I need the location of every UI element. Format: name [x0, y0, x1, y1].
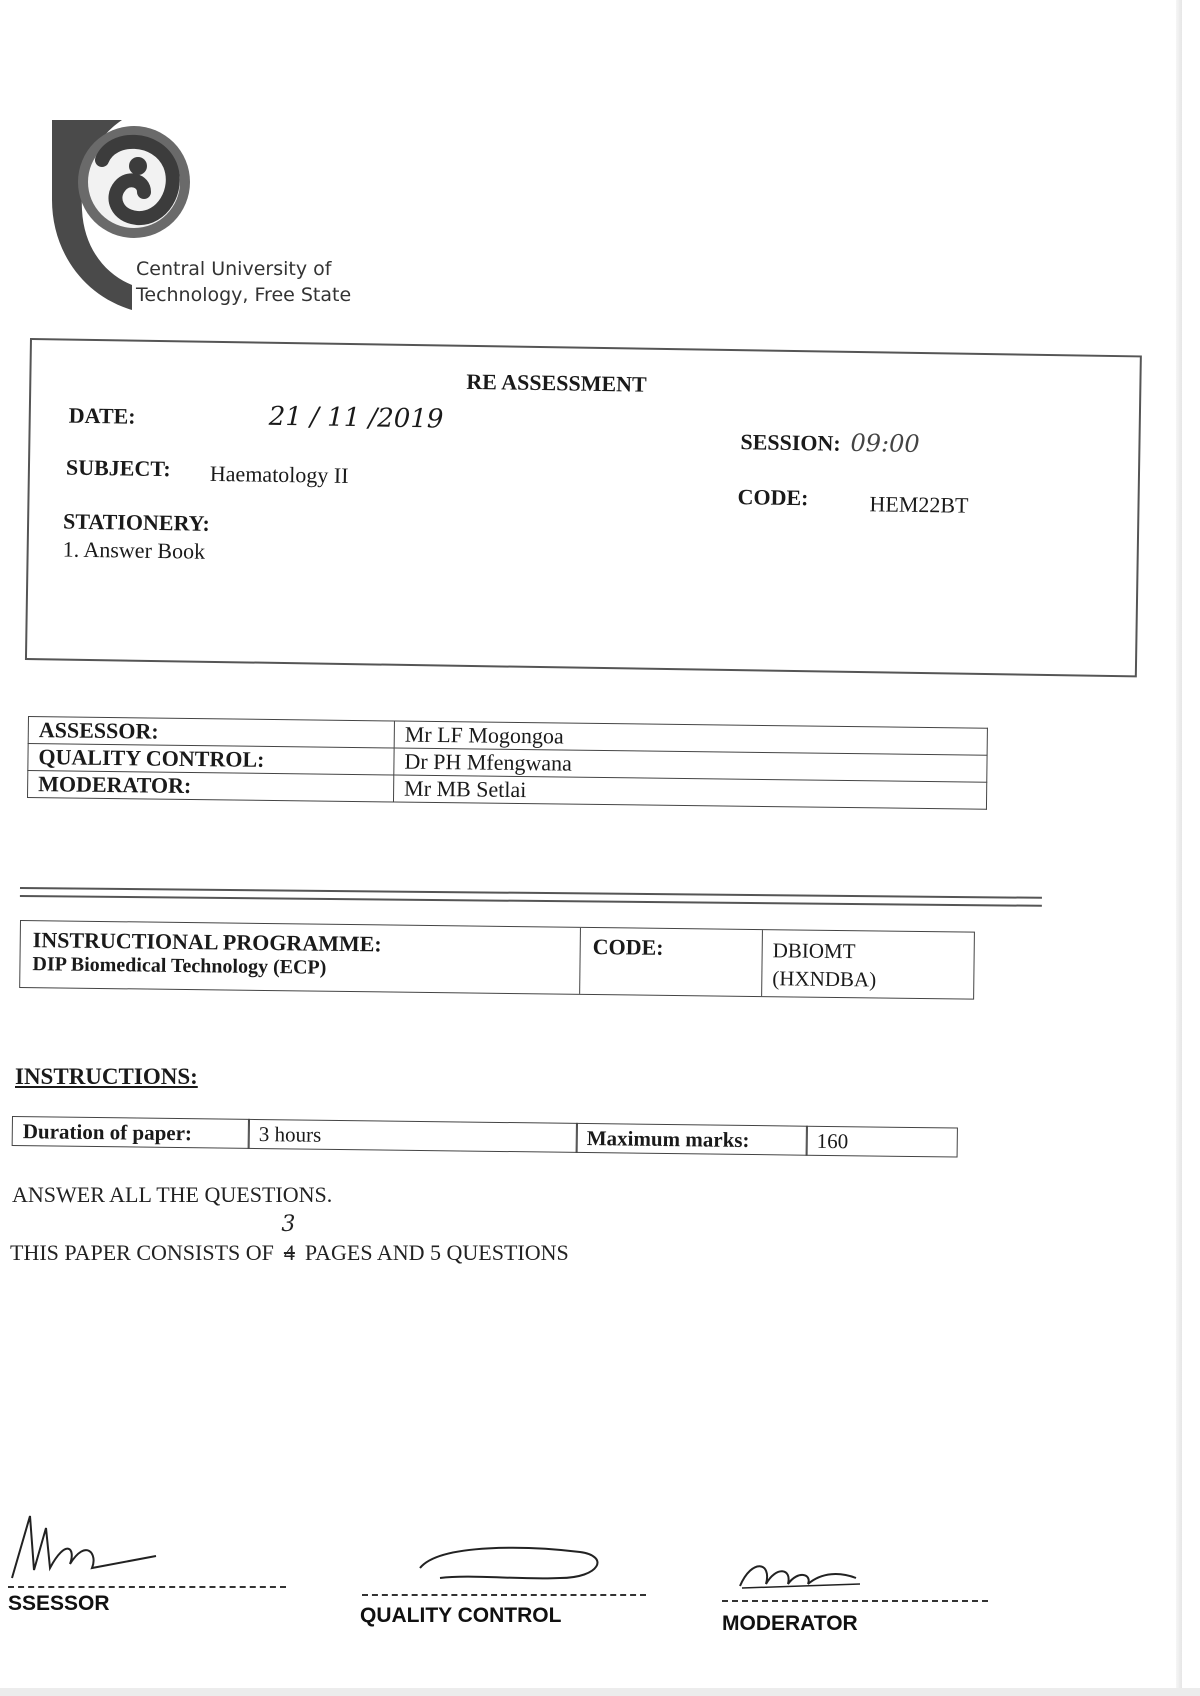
subject-value: Haematology II — [209, 460, 349, 489]
page-count-struck: 4 — [283, 1240, 295, 1265]
moderator-signature-line — [722, 1600, 988, 1602]
programme-code-label: CODE: — [592, 933, 664, 960]
institution-name-line1: Central University of — [136, 258, 332, 280]
date-label: DATE: — [68, 402, 136, 429]
page-count-correction — [279, 1212, 299, 1266]
moderator-label: MODERATOR — [722, 1612, 858, 1635]
instruction-line-2-suffix: PAGES AND 5 QUESTIONS — [304, 1240, 569, 1265]
staff-role: QUALITY CONTROL: — [28, 744, 394, 775]
session-value: 09:00 — [850, 428, 920, 458]
staff-table — [27, 716, 988, 810]
duration-label: Duration of paper: — [12, 1116, 250, 1149]
programme-cell — [20, 921, 581, 994]
staff-role: ASSESSOR: — [28, 717, 394, 748]
assessor-label: SSESSOR — [8, 1592, 110, 1615]
instruction-line-2-prefix: THIS PAPER CONSISTS OF — [10, 1240, 274, 1265]
date-value: 21 / 11 /2019 — [268, 401, 444, 435]
exam-title: RE ASSESSMENT — [466, 368, 647, 397]
institution-name — [136, 256, 351, 308]
subject-label: SUBJECT: — [65, 454, 171, 482]
instruction-line-2 — [10, 1212, 569, 1266]
stationery-label: STATIONERY: — [62, 508, 211, 536]
programme-code-line2: (HXNDBA) — [772, 966, 877, 992]
quality-control-signature — [410, 1538, 630, 1588]
marks-label: Maximum marks: — [576, 1123, 808, 1156]
instruction-line-1: ANSWER ALL THE QUESTIONS. — [12, 1182, 333, 1207]
programme-name: DIP Biomedical Technology (ECP) — [32, 953, 327, 979]
moderator-signature — [732, 1548, 872, 1598]
duration-value: 3 hours — [248, 1119, 578, 1153]
staff-role: MODERATOR: — [28, 771, 394, 802]
institution-name-line2: Technology, Free State — [136, 284, 352, 306]
assessor-signature-line — [8, 1586, 286, 1588]
programme-code-label-cell — [580, 928, 763, 996]
programme-label: INSTRUCTIONAL PROGRAMME: — [32, 927, 382, 957]
programme-code-cell — [762, 930, 973, 999]
instructions-title: INSTRUCTIONS: — [15, 1064, 198, 1089]
stationery-item: 1. Answer Book — [62, 536, 206, 564]
quality-control-signature-line — [362, 1594, 646, 1596]
code-label: CODE: — [737, 484, 809, 511]
session-label: SESSION: — [740, 429, 841, 456]
code-value: HEM22BT — [869, 491, 969, 518]
duration-marks-row — [12, 1116, 958, 1164]
assessor-signature — [6, 1508, 166, 1588]
exam-header-box — [25, 338, 1142, 677]
staff-name: Mr MB Setlai — [393, 775, 986, 809]
page-count-corrected: 3 — [281, 1212, 296, 1237]
programme-box — [19, 920, 975, 1000]
programme-code-line1: DBIOMT — [772, 938, 856, 964]
scan-bottom-shadow — [0, 1688, 1200, 1696]
scan-edge-shadow — [1176, 0, 1182, 1696]
section-divider — [20, 887, 1042, 907]
quality-control-label: QUALITY CONTROL — [360, 1604, 562, 1627]
marks-value: 160 — [806, 1126, 958, 1158]
staff-name: Mr LF Mogongoa — [394, 721, 987, 755]
staff-name: Dr PH Mfengwana — [394, 748, 987, 782]
